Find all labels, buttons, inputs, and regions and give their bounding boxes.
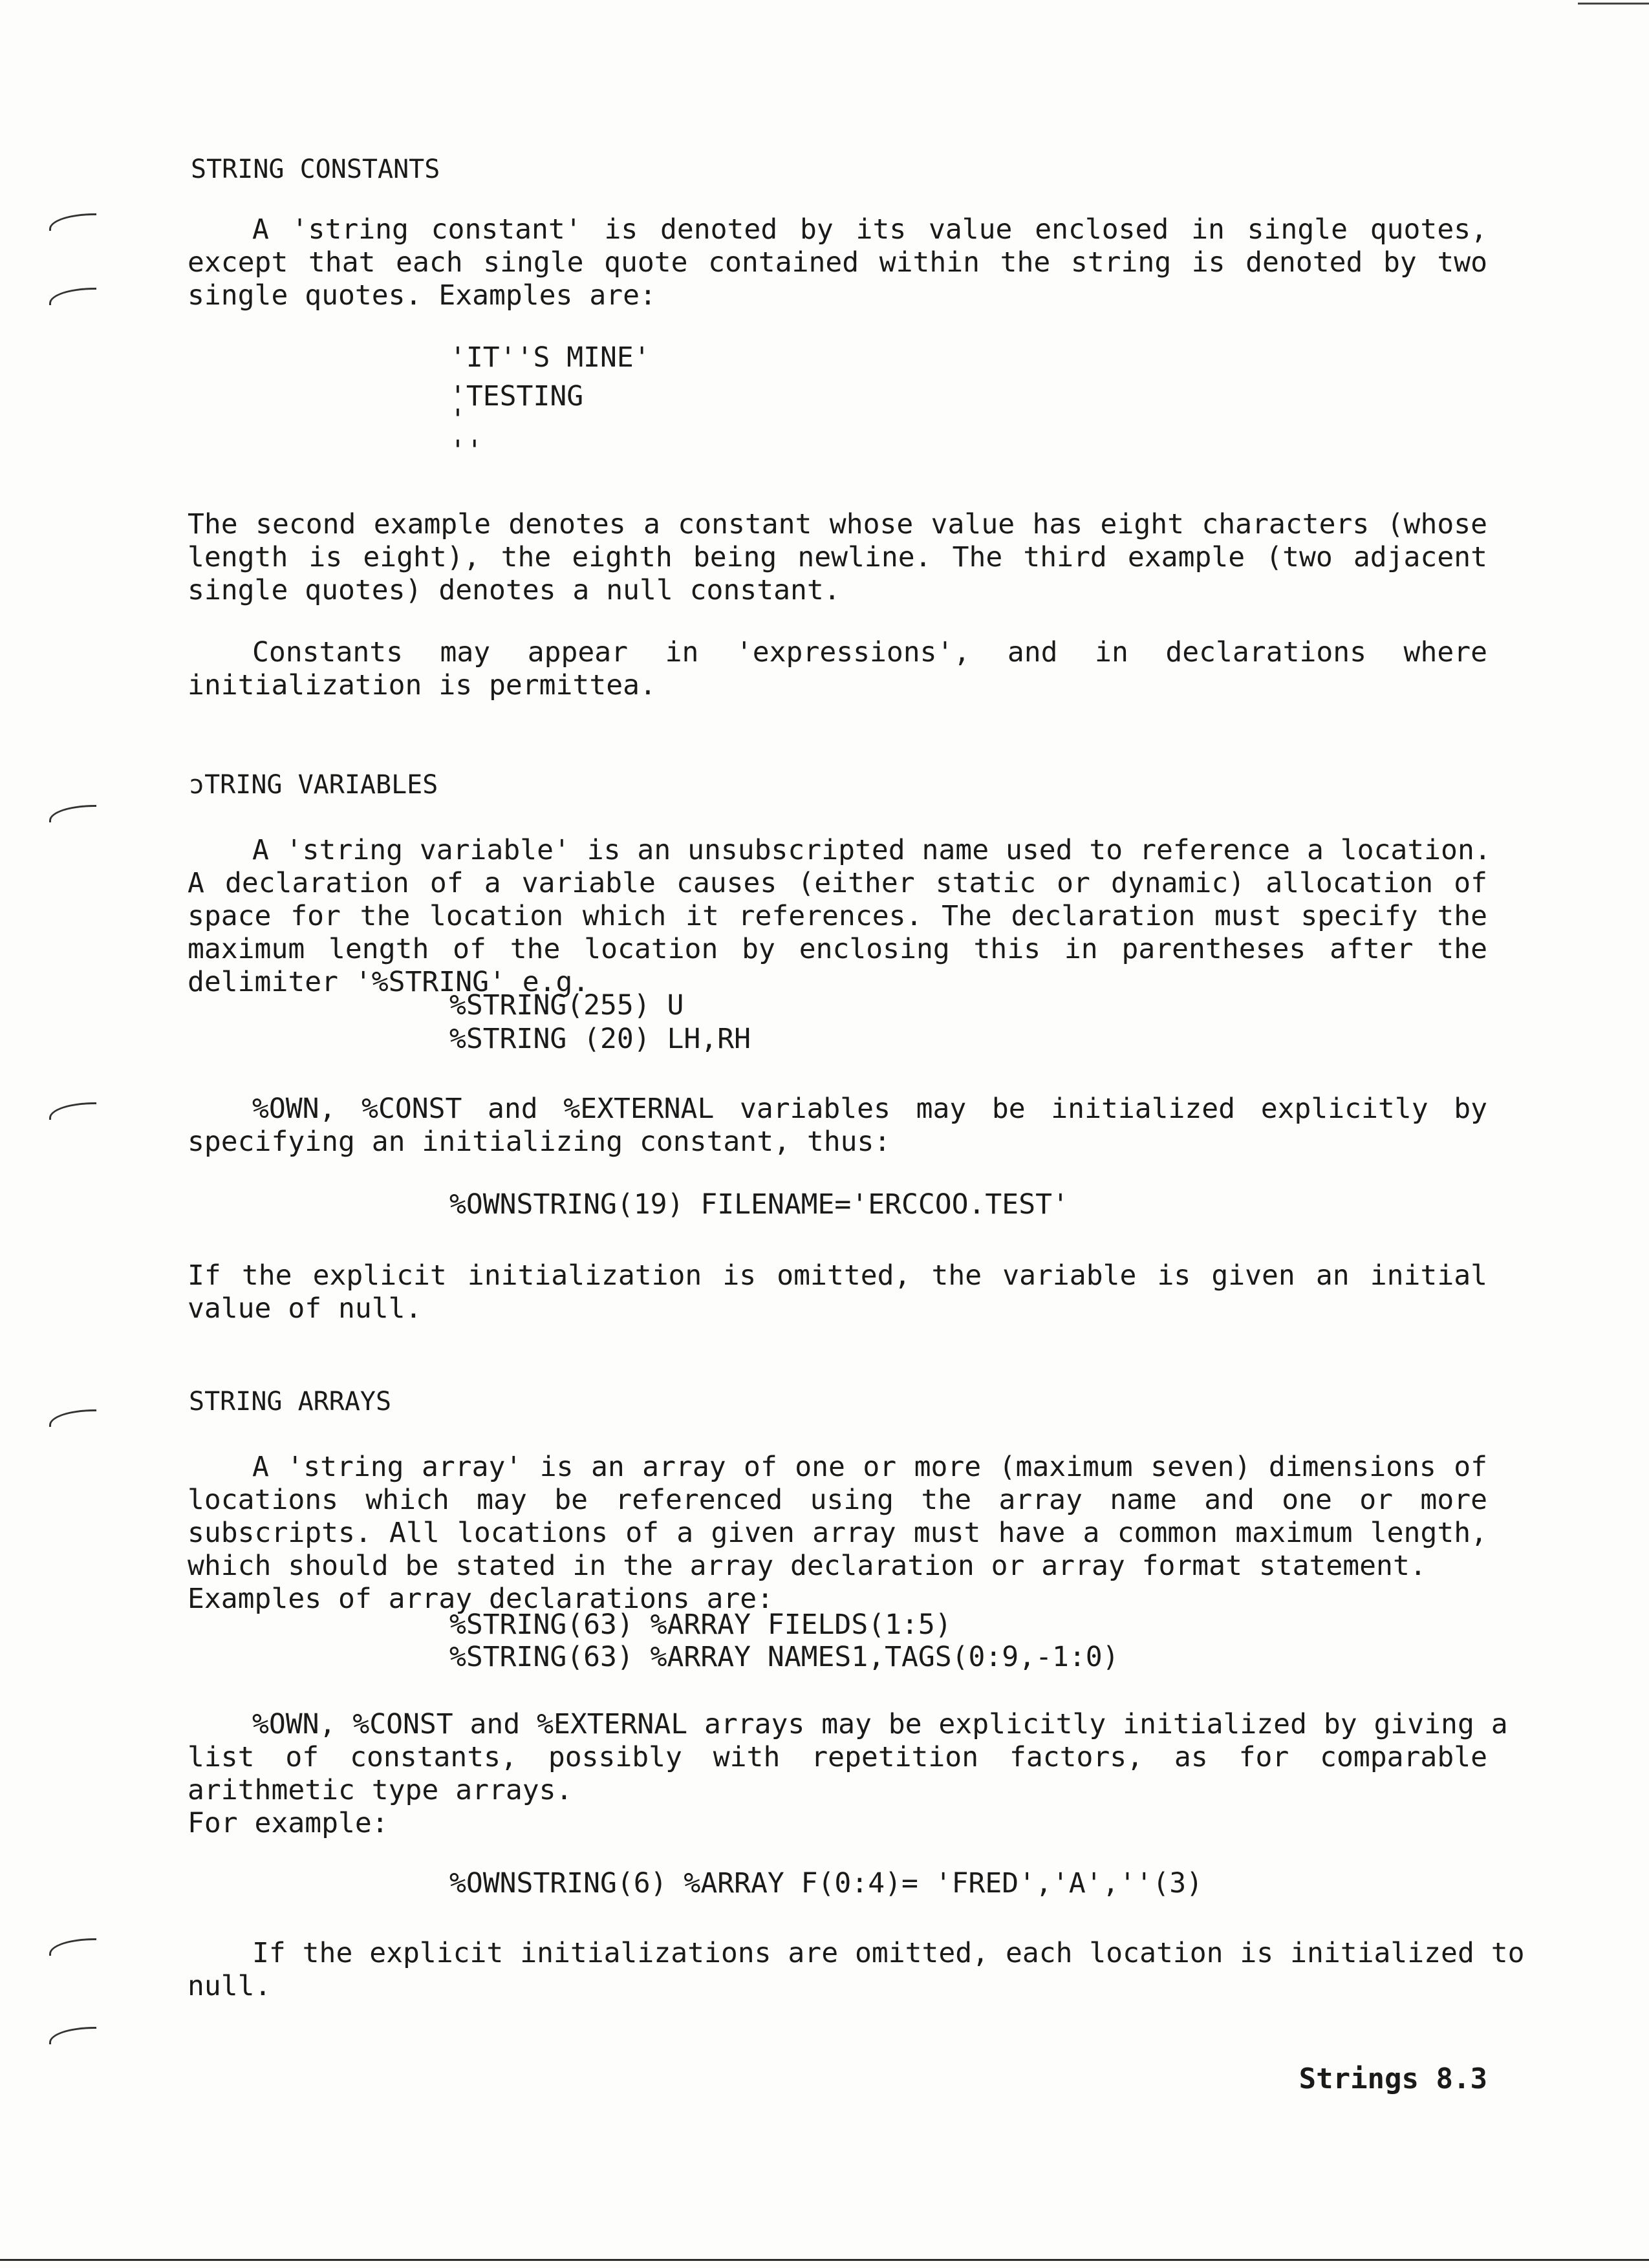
- text-line: If the explicit initializations are omitted, each location is initialized to: [252, 1937, 1525, 1969]
- text-line: A 'string variable' is an unsubscripted name used to reference a location.: [252, 834, 1491, 866]
- text-line: maximum length of the location by enclosing this in parentheses after the: [188, 933, 1487, 965]
- binding-hole-mark: [49, 1938, 96, 1956]
- text-line: If the explicit initialization is omitted, the variable is given an initial: [188, 1259, 1487, 1292]
- binding-hole-mark: [49, 805, 96, 822]
- paragraph: [188, 1708, 1508, 1840]
- code-example: %STRING(63) %ARRAY NAMES1,TAGS(0:9,-1:0): [449, 1641, 1119, 1673]
- text-line: value of null.: [188, 1292, 422, 1325]
- paragraph: [188, 508, 1487, 607]
- paragraph: [188, 213, 1487, 312]
- text-line: arithmetic type arrays.: [188, 1774, 573, 1806]
- text-line: A 'string constant' is denoted by its value enclosed in single quotes,: [252, 213, 1487, 246]
- binding-hole-mark: [49, 288, 96, 305]
- text-line: A declaration of a variable causes (either static or dynamic) allocation of: [188, 867, 1487, 899]
- text-line: A 'string array' is an array of one or more (maximum seven) dimensions of: [252, 1451, 1487, 1483]
- section-heading: STRING CONSTANTS: [191, 155, 440, 184]
- binding-hole-mark: [49, 1102, 96, 1120]
- page-corner-mark: [1578, 3, 1649, 5]
- text-line: %OWN, %CONST and %EXTERNAL arrays may be explicitly initialized by giving a: [252, 1708, 1508, 1740]
- text-line: list of constants, possibly with repetition factors, as for comparable: [188, 1741, 1487, 1773]
- text-line: For example:: [188, 1807, 389, 1839]
- bottom-edge-line: [0, 2259, 1649, 2261]
- text-line: delimiter '%STRING' e.g.: [188, 966, 590, 998]
- code-example: 'TESTING: [449, 380, 584, 412]
- paragraph: [188, 1451, 1487, 1616]
- paragraph: [188, 1937, 1525, 2003]
- page-footer: Strings 8.3: [1299, 2062, 1487, 2095]
- text-line: length is eight), the eighth being newline. The third example (two adjacent: [188, 541, 1487, 573]
- code-example: ': [449, 403, 466, 436]
- code-example: %STRING(255) U: [449, 989, 684, 1022]
- text-line: which should be stated in the array declaration or array format statement.: [188, 1550, 1427, 1582]
- binding-hole-mark: [49, 213, 96, 231]
- paragraph: [188, 636, 1487, 702]
- text-line: Constants may appear in 'expressions', and in declarations where: [252, 636, 1487, 669]
- binding-hole-mark: [49, 2027, 96, 2044]
- text-line: Examples of array declarations are:: [188, 1583, 774, 1615]
- paragraph: [188, 1093, 1487, 1159]
- text-line: single quotes) denotes a null constant.: [188, 574, 841, 606]
- paragraph: [188, 834, 1491, 999]
- text-line: initialization is permittea.: [188, 669, 656, 701]
- text-line: %OWN, %CONST and %EXTERNAL variables may be initialized explicitly by: [252, 1093, 1487, 1125]
- text-line: null.: [188, 1970, 272, 2002]
- text-line: subscripts. All locations of a given array must have a common maximum length,: [188, 1517, 1487, 1549]
- code-example: 'IT''S MINE': [449, 341, 651, 374]
- paragraph: [188, 1259, 1487, 1325]
- code-example: %OWNSTRING(6) %ARRAY F(0:4)= 'FRED','A',''(3): [449, 1867, 1203, 1899]
- code-example: %STRING(63) %ARRAY FIELDS(1:5): [449, 1609, 952, 1641]
- code-example: %STRING (20) LH,RH: [449, 1023, 751, 1055]
- text-line: single quotes. Examples are:: [188, 279, 656, 312]
- section-heading: STRING ARRAYS: [189, 1387, 392, 1417]
- text-line: The second example denotes a constant whose value has eight characters (whose: [188, 508, 1487, 540]
- text-line: specifying an initializing constant, thus:: [188, 1126, 891, 1158]
- text-line: space for the location which it references. The declaration must specify the: [188, 900, 1487, 932]
- text-line: locations which may be referenced using the array name and one or more: [188, 1484, 1487, 1516]
- code-example: '': [449, 434, 483, 467]
- text-line: except that each single quote contained within the string is denoted by two: [188, 246, 1487, 279]
- section-heading: ͻTRING VARIABLES: [189, 770, 438, 800]
- binding-hole-mark: [49, 1409, 96, 1427]
- code-example: %OWNSTRING(19) FILENAME='ERCCOO.TEST': [449, 1188, 1069, 1221]
